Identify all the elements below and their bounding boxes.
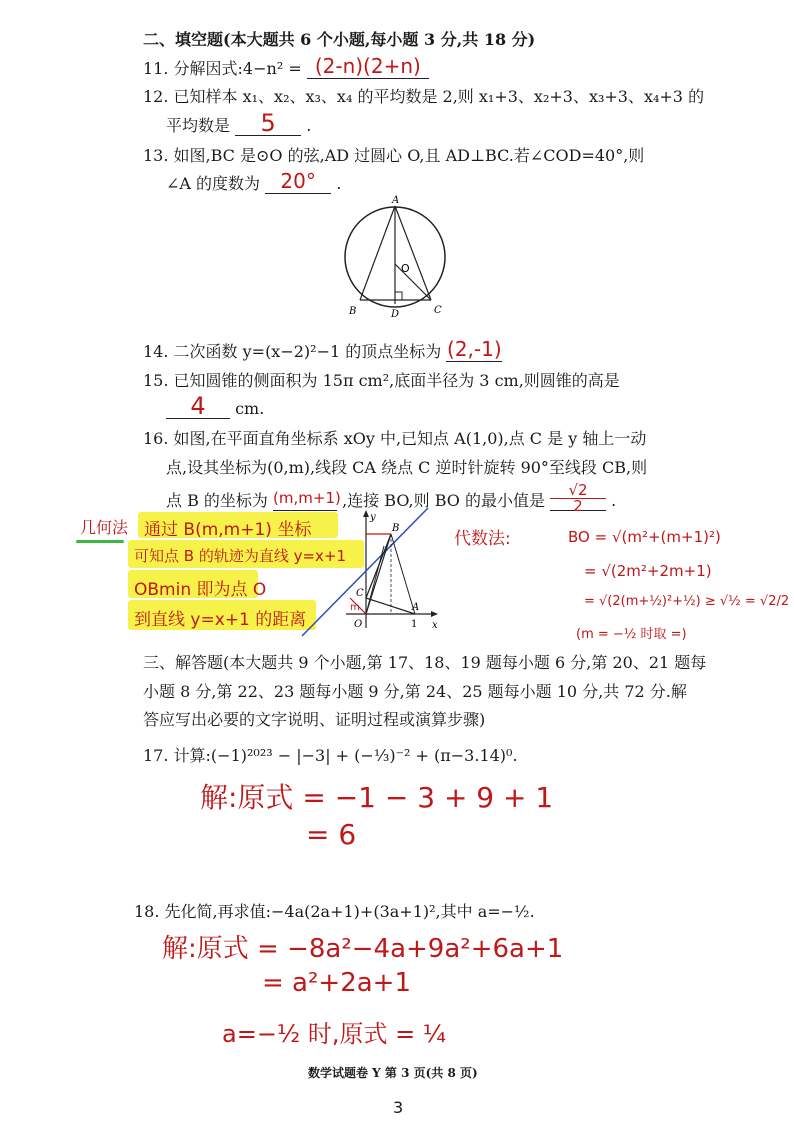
geom-note-line: OBmin 即为点 O [134,580,267,600]
alg-note-line: (m = −½ 时取 =) [576,627,687,642]
q17-solution-line1: 解:原式 = −1 − 3 + 9 + 1 [200,781,554,814]
question-11 [143,54,429,79]
answer-blank-2 [550,481,606,515]
alg-note-line: BO = √(m²+(m+1)²) [568,528,721,546]
question-15-line2 [166,392,265,420]
q17-solution-line2: = 6 [306,818,357,851]
question-17: 17. 计算:(−1)²⁰²³ − |−3| + (−⅓)⁻² + (π−3.14)⁰. [143,746,518,765]
answer-blank [235,109,301,137]
answer-blank [166,392,230,420]
label-one: 1 [411,619,418,630]
label-d: D [391,309,400,320]
x-axis-arrow [431,611,438,617]
question-text: 14. 二次函数 y=(x−2)²−1 的顶点坐标为 [143,342,442,361]
question-15-line1: 15. 已知圆锥的侧面积为 15π cm²,底面半径为 3 cm,则圆锥的高是 [143,371,620,390]
section-3-line1: 三、解答题(本大题共 9 个小题,第 17、18、19 题每小题 6 分,第 20、21 题每 [143,653,707,672]
q18-solution-line2: = a²+2a+1 [262,968,411,998]
section-title: 二、填空题(本大题共 6 个小题,每小题 3 分,共 18 分) [143,30,536,49]
label-a: A [392,195,400,206]
label-a: A [412,602,420,613]
q18-solution-line1: 解:原式 = −8a²−4a+9a²+6a+1 [162,934,564,964]
handwritten-answer: 4 [190,392,206,420]
question-12-line1: 12. 已知样本 x₁、x₂、x₃、x₄ 的平均数是 2,则 x₁+3、x₂+3、x₃+3、x₄+3 的 [143,87,705,106]
question-text: 平均数是 [166,116,231,135]
right-angle-mark [395,292,402,300]
geom-method-label: 几何法 [80,518,129,537]
segment-ac [395,206,431,300]
unit: cm. [235,399,265,418]
label-m: m [350,602,360,613]
segment-ca [366,598,415,614]
label-y: y [370,512,376,523]
locus-line [302,508,428,636]
section-3-line2: 小题 8 分,第 22、23 题每小题 9 分,第 24、25 题每小题 10 分,共 72 分.解 [143,682,687,701]
geom-note-line: 通过 B(m,m+1) 坐标 [144,520,312,540]
answer-blank [307,54,429,79]
segment-aux [366,546,384,614]
question-13-line2 [166,169,342,194]
question-18: 18. 先化简,再求值:−4a(2a+1)+(3a+1)²,其中 a=−½. [134,902,535,921]
question-14 [143,337,502,362]
q18-solution-line3: a=−½ 时,原式 = ¼ [222,1020,447,1048]
label-b: B [349,306,357,317]
handwritten-fraction [550,483,606,514]
question-13-line1: 13. 如图,BC 是⊙O 的弦,AD 过圆心 O,且 AD⊥BC.若∠COD=40°,则 [143,146,645,165]
question-16-line1: 16. 如图,在平面直角坐标系 xOy 中,已知点 A(1,0),点 C 是 y 轴上一动 [143,429,647,448]
answer-blank [446,337,502,362]
y-axis-arrow [363,510,369,517]
geom-note-line: 到直线 y=x+1 的距离 [134,610,307,630]
period: . [611,491,617,510]
label-o: O [354,619,363,630]
fraction-numerator: √2 [550,483,606,499]
label-c: C [356,588,364,599]
handwritten-answer: 5 [260,109,276,137]
question-text: ,连接 BO,则 BO 的最小值是 [342,491,545,510]
segment-ab [360,206,395,300]
fraction-denominator: 2 [573,497,583,515]
label-o: O [401,262,410,275]
question-16-line2: 点,设其坐标为(0,m),线段 CA 绕点 C 逆时针旋转 90°至线段 CB,则 [166,458,648,477]
circle-figure [335,192,455,324]
answer-blank [265,169,331,194]
handwritten-answer: 20° [280,169,316,193]
page-number: 3 [393,1098,404,1117]
label-c: C [434,305,442,316]
label-x: x [432,620,438,631]
alg-method-label: 代数法: [454,529,511,549]
alg-note-line: = √(2m²+2m+1) [584,562,712,580]
green-underline [76,540,124,543]
alg-note-line: = √(2(m+½)²+½) ≥ √½ = √2/2 [584,594,790,609]
geom-note-line: 可知点 B 的轨迹为直线 y=x+1 [134,547,347,565]
period: . [306,116,312,135]
period: . [336,174,342,193]
coordinate-figure [288,506,448,638]
handwritten-answer: (2-n)(2+n) [314,54,421,78]
label-b: B [392,523,400,534]
question-12-line2 [166,109,312,137]
handwritten-answer: (2,-1) [447,337,502,361]
section-3-line3: 答应写出必要的文字说明、证明过程或演算步骤) [143,710,486,729]
question-text: 点 B 的坐标为 [166,491,268,510]
question-text: 11. 分解因式:4−n² = [143,59,302,78]
handwritten-answer: (m,m+1) [273,489,341,507]
page-footer: 数学试题卷 Y 第 3 页(共 8 页) [308,1066,478,1080]
question-text: ∠A 的度数为 [166,174,261,193]
